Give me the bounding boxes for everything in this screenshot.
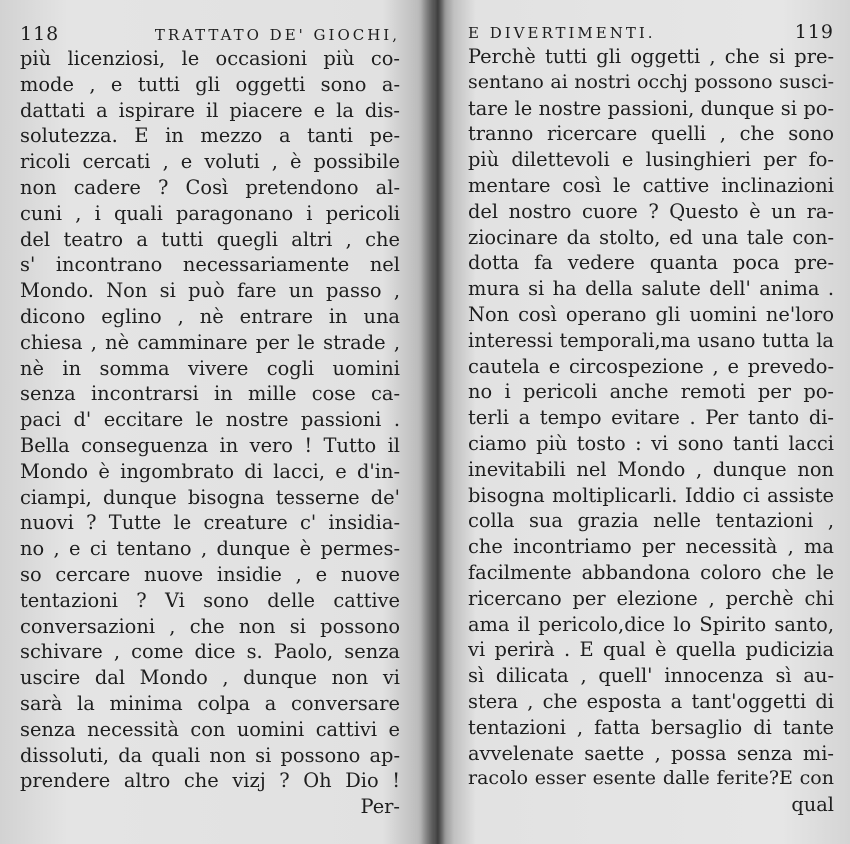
text-line: schivare , come dice s. Paolo, senza (20, 640, 400, 664)
text-line: non cadere ? Così pretendono al- (20, 175, 400, 199)
text-line: stera , che esposta a tant'oggetti di (468, 689, 834, 713)
text-line: solutezza. E in mezzo a tanti pe- (20, 124, 400, 148)
text-line: tentazioni , fatta bersaglio di tante (468, 715, 834, 739)
text-line: sarà la minima colpa a conversare (20, 691, 400, 715)
text-line: ciampi, dunque bisogna tesserne de' (20, 485, 400, 509)
text-line: nuovi ? Tutte le creature c' insidia- (20, 511, 400, 535)
text-line: inevitabili nel Mondo , dunque non (468, 457, 834, 481)
text-line: Non così operano gli uomini ne'loro (468, 302, 834, 326)
left-catchword: Per- (360, 795, 400, 819)
text-line: sì dilicata , quell' innocenza sì au- (468, 664, 834, 688)
text-line: tranno ricercare quelli , che sono (468, 122, 834, 146)
text-line: ricoli cercati , e voluti , è possibile (20, 150, 400, 174)
left-running-head: TRATTATO DE' GIOCHI, (154, 26, 400, 44)
text-line: ricercano per elezione , perchè chi (468, 586, 834, 610)
right-page-number: 119 (794, 21, 834, 43)
text-line: mentare così le cattive inclinazioni (468, 173, 834, 197)
left-page-text (20, 46, 400, 794)
text-line: prendere altro che vizj ? Oh Dio ! (20, 769, 400, 793)
right-catchword: qual (791, 793, 834, 817)
text-line: avvelenate saette , possa senza mi- (468, 741, 834, 765)
text-line: tare le nostre passioni, dunque si po- (468, 96, 834, 120)
text-line: cuni , i quali paragonano i pericoli (20, 201, 400, 225)
text-line: ziocinare da stolto, ed una tale con- (468, 225, 834, 249)
text-line: dicono eglino , nè entrare in una (20, 304, 400, 328)
text-line: paci d' eccitare le nostre passioni . (20, 408, 400, 432)
text-line: terli a tempo evitare . Per tanto di- (468, 406, 834, 430)
text-line: chiesa , nè camminare per le strade , (20, 330, 400, 354)
text-line: no , e ci tentano , dunque è permes- (20, 537, 400, 561)
text-line: ama il pericolo,dice lo Spirito santo, (468, 612, 834, 636)
text-line: più licenziosi, le occasioni più co- (20, 47, 400, 70)
text-line: dotta fa vedere quanta poca pre- (468, 251, 834, 275)
text-line: bisogna moltiplicarli. Iddio ci assiste (468, 483, 834, 507)
right-page-header (468, 20, 834, 44)
text-line: interessi temporali,ma usano tutta la (468, 328, 834, 352)
text-line: cautela e circospezione , e prevedo- (468, 354, 834, 378)
text-line: vi perirà . E qual è quella pudicizia (468, 638, 834, 662)
text-line: sentano ai nostri occhj possono susci- (468, 70, 834, 93)
text-line: ciamo più tosto : vi sono tanti lacci (468, 431, 834, 455)
left-page-number: 118 (20, 23, 60, 45)
text-line: del nostro cuore ? Questo è un ra- (468, 199, 834, 223)
text-line: nè in somma vivere cogli uomini (20, 356, 400, 380)
text-line: Mondo è ingombrato di lacci, e d'in- (20, 459, 400, 483)
text-line: conversazioni , che non si possono (20, 614, 400, 638)
right-page-text (468, 44, 834, 792)
text-line: che incontriamo per necessità , ma (468, 535, 834, 559)
text-line: facilmente abbandona coloro che le (468, 560, 834, 584)
text-line: senza incontrarsi in mille cose ca- (20, 382, 400, 406)
text-line: del teatro a tutti quegli altri , che (20, 227, 400, 251)
text-line: dissoluti, da quali non si possono ap- (20, 743, 400, 767)
text-line: uscire dal Mondo , dunque non vi (20, 666, 400, 690)
right-running-head: E DIVERTIMENTI. (468, 24, 656, 42)
text-line: mode , e tutti gli oggetti sono a- (20, 72, 400, 96)
right-page (432, 0, 850, 844)
text-line: colla sua grazia nelle tentazioni , (468, 509, 834, 533)
text-line: Perchè tutti gli oggetti , che si pre- (468, 45, 834, 68)
text-line: Bella conseguenza in vero ! Tutto il (20, 433, 400, 457)
text-line: senza necessità con uomini cattivi e (20, 717, 400, 741)
text-line: no i pericoli anche remoti per po- (468, 380, 834, 404)
text-line: più dilettevoli e lusinghieri per fo- (468, 148, 834, 172)
text-line: Mondo. Non si può fare un passo , (20, 279, 400, 303)
text-line: racolo esser esente dalle ferite?E con (468, 767, 834, 790)
text-line: dattati a ispirare il piacere e la dis- (20, 98, 400, 122)
text-line: tentazioni ? Vi sono delle cattive (20, 588, 400, 612)
left-page-header (20, 22, 400, 46)
text-line: mura si ha della salute dell' anima . (468, 277, 834, 301)
text-line: so cercare nuove insidie , e nuove (20, 562, 400, 586)
text-line: s' incontrano necessariamente nel (20, 253, 400, 277)
